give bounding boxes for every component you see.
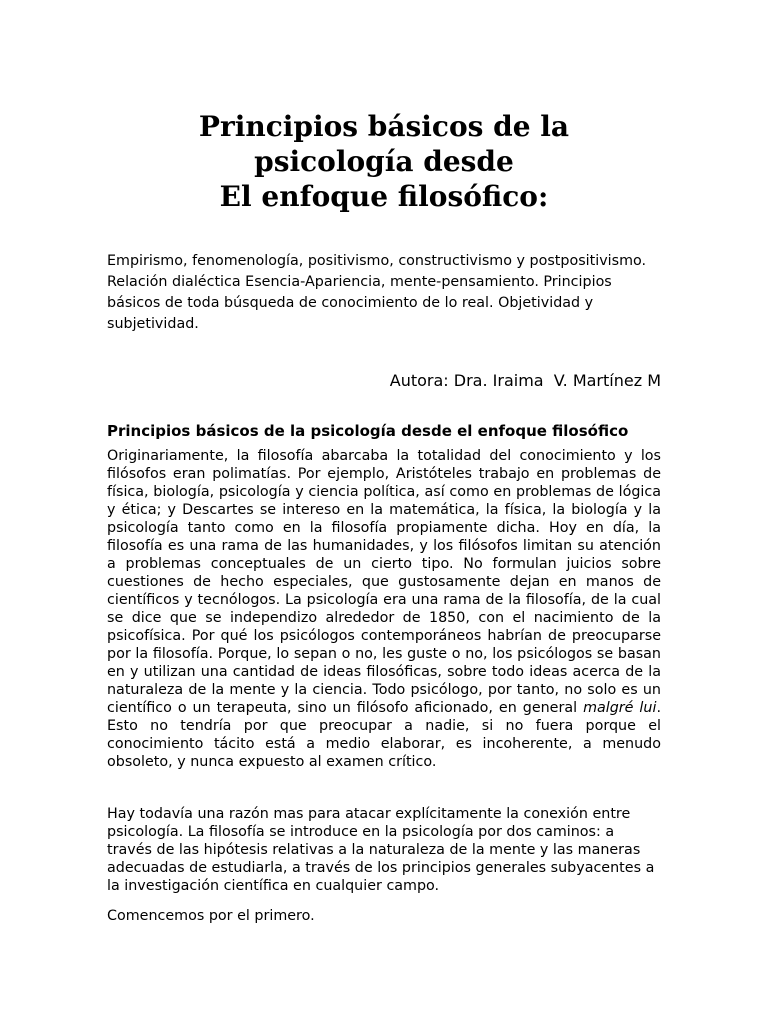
paragraph-1-italic-phrase: malgré lui [583, 700, 657, 716]
document-title [107, 109, 661, 214]
title-line-3: El enfoque filosófico: [219, 180, 549, 213]
paragraph-1-text-a: Originariamente, la filosofía abarcaba la totalidad del conocimiento y los filósofos eran polimatías. Por ejemplo, Aristóteles trabajo en problemas de física, biología, psicología y ciencia política, así como en problemas de lógica y ética; y Descartes se intereso en la matemática, la física, la biología y la psicología tanto como en la filosofía propiamente dicha. Hoy en día, la filosofía es una rama de las humanidades, y los filósofos limitan su atención a problemas conceptuales de un cierto tipo. No formulan juicios sobre cuestiones de hecho especiales, que gustosamente dejan en manos de científicos y tecnólogos. La psicología era una rama de la filosofía, de la cual se dice que se independizo alrededor de 1850, con el nacimiento de la psicofísica. Por qué los psicólogos contemporáneos habrían de preocuparse por la filosofía. Porque, lo sepan o no, les guste o no, los psicólogos se basan en y utilizan una cantidad de ideas filosóficas, sobre todo ideas acerca de la naturaleza de la mente y la ciencia. Todo psicólogo, por tanto, no solo es un científico o un terapeuta, sino un filósofo aficionado, en general [107, 448, 661, 716]
body-paragraph-1 [107, 447, 661, 771]
section-heading: Principios básicos de la psicología desde el enfoque filosófico [107, 422, 629, 440]
body-paragraph-3: Comencemos por el primero. [107, 908, 315, 924]
author-line: Autora: Dra. Iraima V. Martínez M [389, 371, 661, 390]
abstract-text: Empirismo, fenomenología, positivismo, constructivismo y postpositivismo. Relación dialéctica Esencia-Apariencia, mente-pensamiento. Principios básicos de toda búsqueda de conocimiento de lo real. Objetividad y subjetividad. [107, 253, 647, 332]
body-paragraph-2: Hay todavía una razón mas para atacar explícitamente la conexión entre psicología. La filosofía se introduce en la psicología por dos caminos: a través de las hipótesis relativas a la naturaleza de la mente y las maneras adecuadas de estudiarla, a través de los principios generales subyacentes a la investigación científica en cualquier campo. [107, 806, 655, 894]
title-line-2: psicología desde [254, 145, 514, 178]
paragraph-1-text-b: . Esto no tendría por que preocupar a nadie, si no fuera porque el conocimiento tácito está a medio elaborar, es incoherente, a menudo obsoleto, y nunca expuesto al examen crítico. [107, 700, 661, 770]
title-line-1: Principios básicos de la [198, 110, 570, 143]
